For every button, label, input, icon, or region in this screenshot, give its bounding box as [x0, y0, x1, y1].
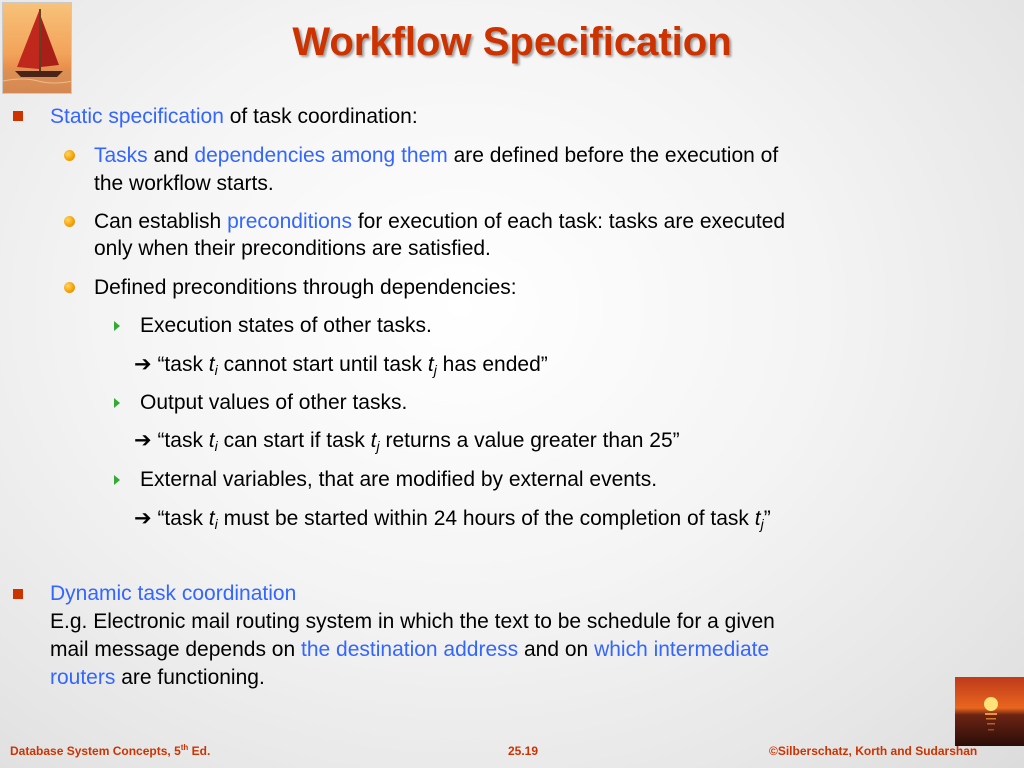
dot-bullet-icon — [64, 216, 75, 227]
right-arrow-icon: ➔ — [134, 507, 152, 530]
triangle-bullet-icon — [114, 475, 120, 485]
sub-bullet-output-values: Output values of other tasks. — [140, 391, 408, 414]
dynamic-example-line-2: mail message depends on the destination address and on which intermediate — [50, 638, 770, 661]
sunset-logo — [955, 677, 1024, 746]
right-arrow-icon: ➔ — [134, 353, 152, 376]
footer-copyright: ©Silberschatz, Korth and Sudarshan — [769, 744, 978, 758]
triangle-bullet-icon — [114, 321, 120, 331]
term-routers: routers — [50, 666, 116, 689]
example-can-start-if: ➔ “task $t_i$ can start if task $t_j$ returns a value greater than 25” — [134, 429, 680, 454]
sub-bullet-execution-states: Execution states of other tasks. — [140, 314, 432, 337]
footer-book-title: Database System Concepts, 5th Ed. — [10, 743, 211, 758]
dynamic-example-line-1: E.g. Electronic mail routing system in which the text to be schedule for a given — [50, 610, 775, 633]
slide-title: Workflow Specification — [292, 20, 732, 64]
term-dependencies: dependencies among them — [194, 144, 448, 167]
dynamic-example-line-3: routers are functioning. — [50, 666, 265, 689]
dot-bullet-icon — [64, 150, 75, 161]
square-bullet-icon — [13, 589, 23, 599]
bullet-dynamic-task-coordination: Dynamic task coordination — [50, 582, 297, 605]
bullet-preconditions-continuation: only when their preconditions are satisfied. — [94, 237, 491, 260]
bullet-defined-preconditions: Defined preconditions through dependencies: — [94, 276, 517, 299]
bullet-static-specification: Static specification of task coordination: — [50, 105, 418, 128]
bullet-preconditions: Can establish preconditions for execution of each task: tasks are executed — [94, 210, 786, 233]
example-cannot-start: ➔ “task $t_i$ cannot start until task $t_j$ has ended” — [134, 353, 548, 378]
triangle-bullet-icon — [114, 398, 120, 408]
sub-bullet-external-variables: External variables, that are modified by external events. — [140, 468, 658, 491]
dot-bullet-icon — [64, 282, 75, 293]
example-must-be-started: ➔ “task $t_i$ must be started within 24 hours of the completion of task $t_j$” — [134, 507, 771, 532]
square-bullet-icon — [13, 111, 23, 121]
footer-slide-number: 25.19 — [508, 744, 539, 758]
term-preconditions: preconditions — [227, 210, 352, 233]
term-destination-address: the destination address — [301, 638, 519, 661]
right-arrow-icon: ➔ — [134, 429, 152, 452]
term-tasks: Tasks — [94, 144, 148, 167]
bullet-tasks-dependencies: Tasks and dependencies among them are defined before the execution of — [94, 144, 779, 167]
term-static-specification: Static specification — [50, 105, 224, 128]
bullet-tasks-continuation: the workflow starts. — [94, 172, 274, 195]
term-intermediate: which intermediate — [594, 638, 770, 661]
